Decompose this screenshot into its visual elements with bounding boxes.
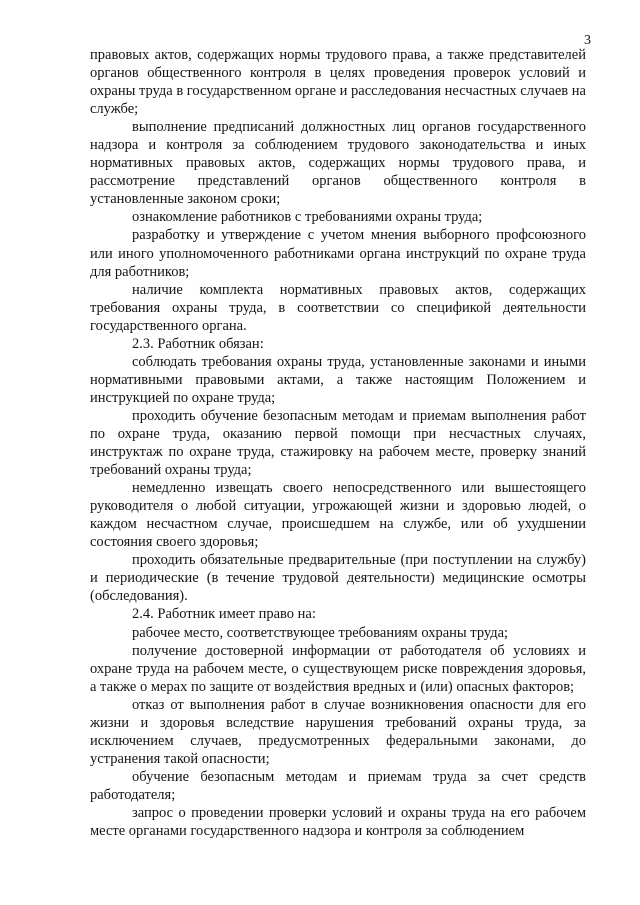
section-heading-2-3: 2.3. Работник обязан: [132,335,264,352]
page-number: 3 [584,33,591,48]
paragraph-safety-training: обучение безопасным методам и приемам труда за счет средств работодателя; [90,768,586,803]
paragraph-legal-acts-set: наличие комплекта нормативных правовых актов, содержащих требования охраны труда, в соответствии со спецификой деятельности государственного органа. [90,281,586,334]
paragraph-comply-requirements: соблюдать требования охраны труда, установленные законами и иными нормативными правовыми актами, а также настоящим Положением и инструкцией по охране труда; [90,353,586,406]
paragraph-workplace: рабочее место, соответствующее требованиям охраны труда; [132,624,509,641]
paragraph-medical-examinations: проходить обязательные предварительные (при поступлении на службу) и периодические (в течение трудовой деятельности) медицинские осмотры (обследования). [90,552,586,605]
document-body [90,46,586,840]
paragraph-continuation-public-control: правовых актов, содержащих нормы трудового права, а также представителей органов общественного контроля в целях проведения проверок условий и охраны труда в государственном органе и расследования несчастных случаев на службе; [90,47,586,118]
paragraph-familiarization: ознакомление работников с требованиями охраны труда; [132,209,483,226]
paragraph-refusal: отказ от выполнения работ в случае возникновения опасности для его жизни и здоровья вследствие нарушения требований охраны труда, за исключением случаев, предусмотренных федеральными законами, до устранения такой опасности; [90,696,586,767]
paragraph-supervision-orders: выполнение предписаний должностных лиц органов государственного надзора и контроля за соблюдением трудового законодательства и иных нормативных правовых актов, содержащих нормы трудового права, и рассмотрение представлений органов общественного контроля в установленные законом сроки; [90,119,586,208]
paragraph-notify-supervisor: немедленно извещать своего непосредственного или вышестоящего руководителя о любой ситуации, угрожающей жизни и здоровью людей, о каждом несчастном случае, происшедшем на службе, или об ухудшении состояния своего здоровья; [90,480,586,551]
paragraph-training: проходить обучение безопасным методам и приемам выполнения работ по охране труда, оказанию первой помощи при несчастных случаях, инструктаж по охране труда, стажировку на рабочем месте, проверку знаний требований охраны труда; [90,407,586,479]
section-heading-2-4: 2.4. Работник имеет право на: [132,606,316,623]
paragraph-inspection-request: запрос о проведении проверки условий и охраны труда на его рабочем месте органами государственного надзора и контроля за соблюдением [90,804,586,840]
paragraph-information: получение достоверной информации от работодателя об условиях и охране труда на рабочем месте, о существующем риске повреждения здоровья, а также о мерах по защите от воздействия вредных и (или) опасных факторов; [90,642,586,695]
paragraph-instructions-development: разработку и утверждение с учетом мнения выборного профсоюзного или иного уполномоченного работниками органа инструкций по охране труда для работников; [90,227,586,280]
